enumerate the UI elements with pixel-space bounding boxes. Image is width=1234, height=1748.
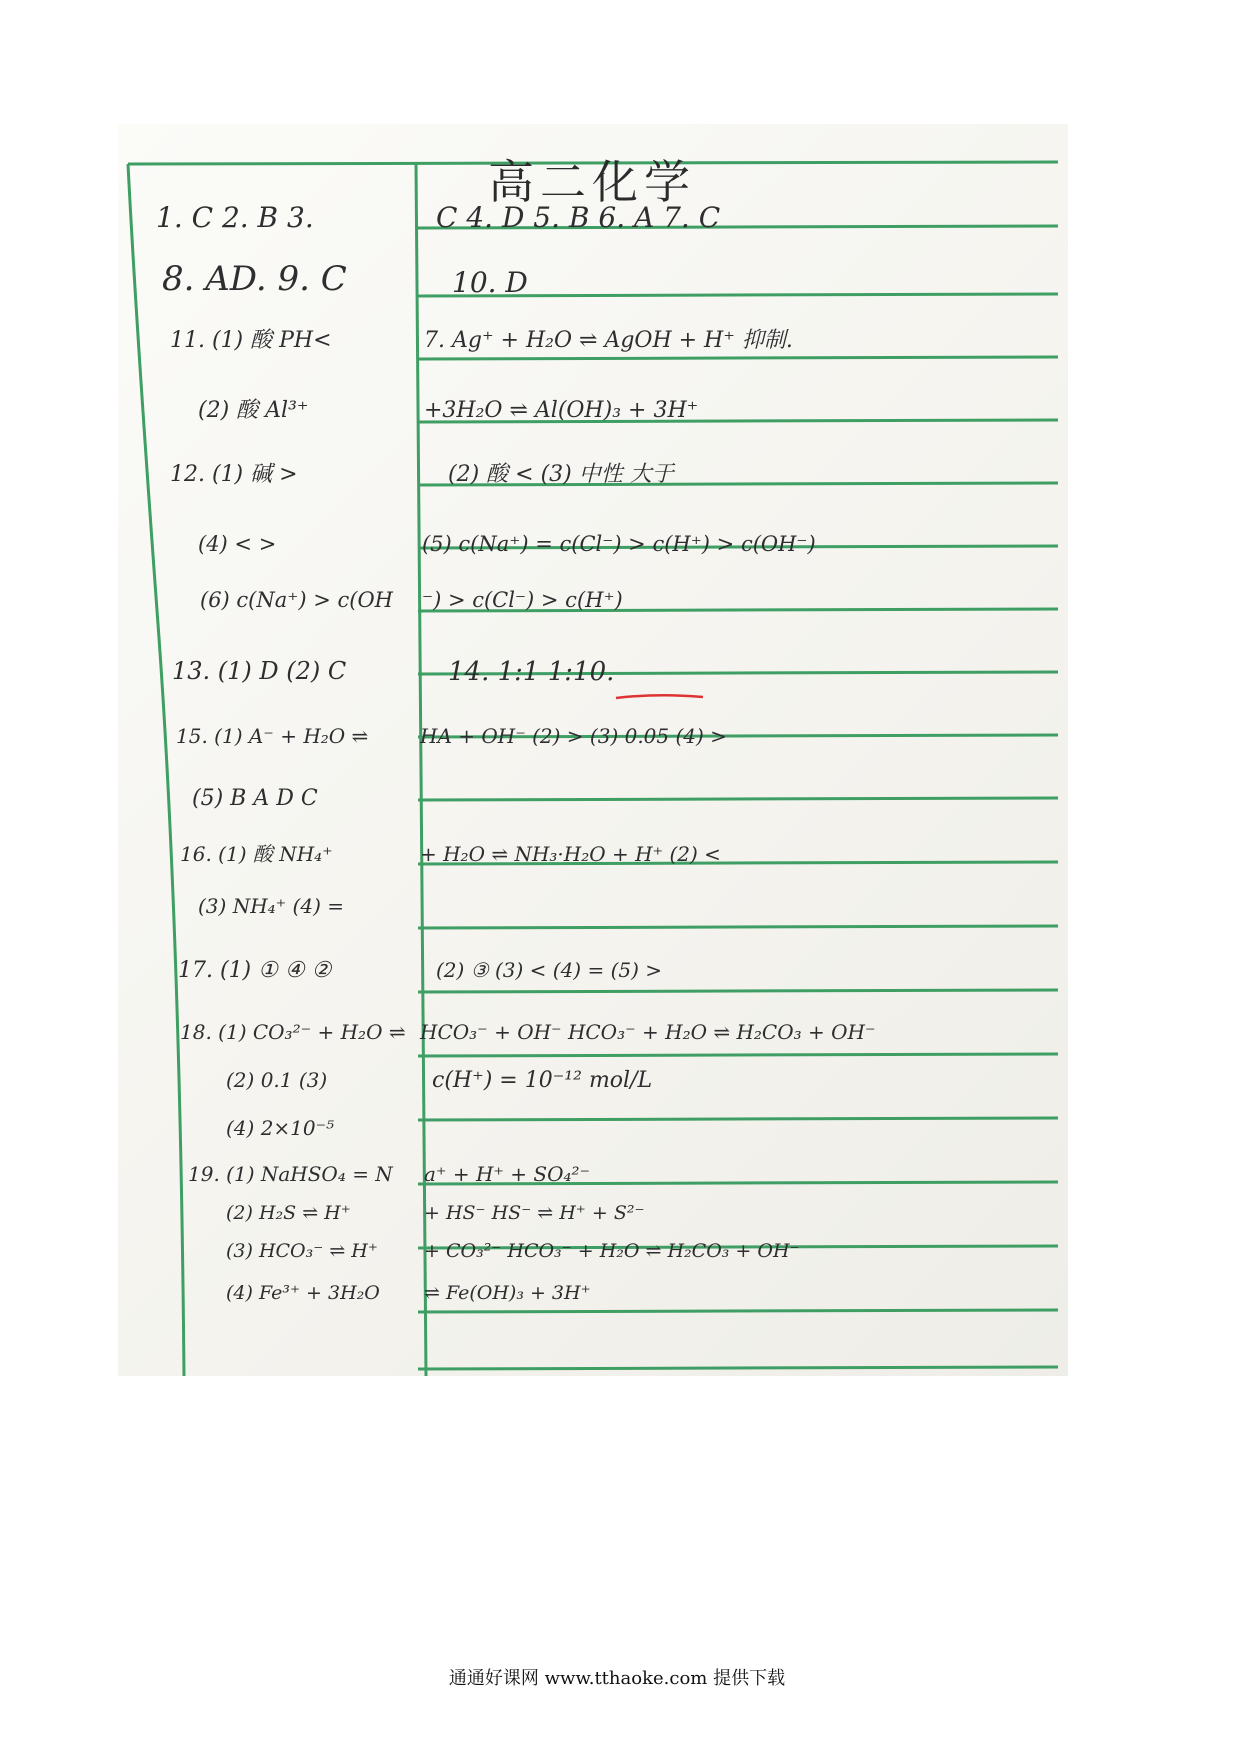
row-14-left: 18. (1) CO₃²⁻ + H₂O ⇌ [180,1020,406,1044]
row-13-right: (2) ③ (3) < (4) = (5) > [436,958,663,982]
row-1-left: 1. C 2. B 3. [156,201,314,234]
row-4-left: (2) 酸 Al³⁺ [198,398,309,423]
row-12-left: (3) NH₄⁺ (4) = [198,894,345,918]
row-8-left: 13. (1) D (2) C [172,657,347,685]
footer-caption: 通通好课网 www.tthaoke.com 提供下载 [448,1668,786,1689]
row-13-left: 17. (1) ① ④ ② [178,958,332,983]
row-6-left: (4) < > [198,532,277,556]
row-15-right: c(H⁺) = 10⁻¹² mol/L [432,1068,653,1093]
row-5-right: (2) 酸 < (3) 中性 大于 [448,462,674,487]
row-10-left: (5) B A D C [192,786,318,811]
row-18-right: + HS⁻ HS⁻ ⇌ H⁺ + S²⁻ [424,1202,645,1224]
row-9-right: HA + OH⁻ (2) > (3) 0.05 (4) > [420,724,727,748]
row-16-left: (4) 2×10⁻⁵ [226,1116,335,1140]
row-5-left: 12. (1) 碱 > [170,462,298,487]
row-6-right: (5) c(Na⁺) = c(Cl⁻) > c(H⁺) > c(OH⁻) [422,532,816,556]
row-3-right: 7. Ag⁺ + H₂O ⇌ AgOH + H⁺ 抑制. [424,328,793,353]
row-15-left: (2) 0.1 (3) [226,1068,328,1092]
row-19-right: + CO₃²⁻ HCO₃⁻ + H₂O ⇌ H₂CO₃ + OH⁻ [424,1240,800,1262]
row-2-left: 8. AD. 9. C [162,259,347,299]
row-11-right: + H₂O ⇌ NH₃·H₂O + H⁺ (2) < [420,842,721,866]
sheet-title: 高二化学 [488,155,696,209]
row-1-right: C 4. D 5. B 6. A 7. C [436,201,721,234]
row-4-right: +3H₂O ⇌ Al(OH)₃ + 3H⁺ [424,398,699,423]
row-7-right: ⁻) > c(Cl⁻) > c(H⁺) [422,588,623,612]
row-20-left: (4) Fe³⁺ + 3H₂O [226,1282,380,1304]
row-14-right: HCO₃⁻ + OH⁻ HCO₃⁻ + H₂O ⇌ H₂CO₃ + OH⁻ [420,1020,876,1044]
row-2-right: 10. D [452,266,528,299]
row-11-left: 16. (1) 酸 NH₄⁺ [180,842,333,866]
answer-sheet-photo [118,124,1068,1376]
row-8-right: 14. 1:1 1:10. [448,657,615,687]
notebook-rule-lines [118,124,1068,1376]
row-9-left: 15. (1) A⁻ + H₂O ⇌ [176,724,369,748]
row-7-left: (6) c(Na⁺) > c(OH [200,588,393,612]
row-3-left: 11. (1) 酸 PH< [170,328,332,353]
row-19-left: (3) HCO₃⁻ ⇌ H⁺ [226,1240,378,1262]
row-20-right: ⇌ Fe(OH)₃ + 3H⁺ [424,1282,591,1304]
row-18-left: (2) H₂S ⇌ H⁺ [226,1202,351,1224]
row-17-right: a⁺ + H⁺ + SO₄²⁻ [424,1162,591,1186]
row-17-left: 19. (1) NaHSO₄ = N [188,1162,393,1186]
